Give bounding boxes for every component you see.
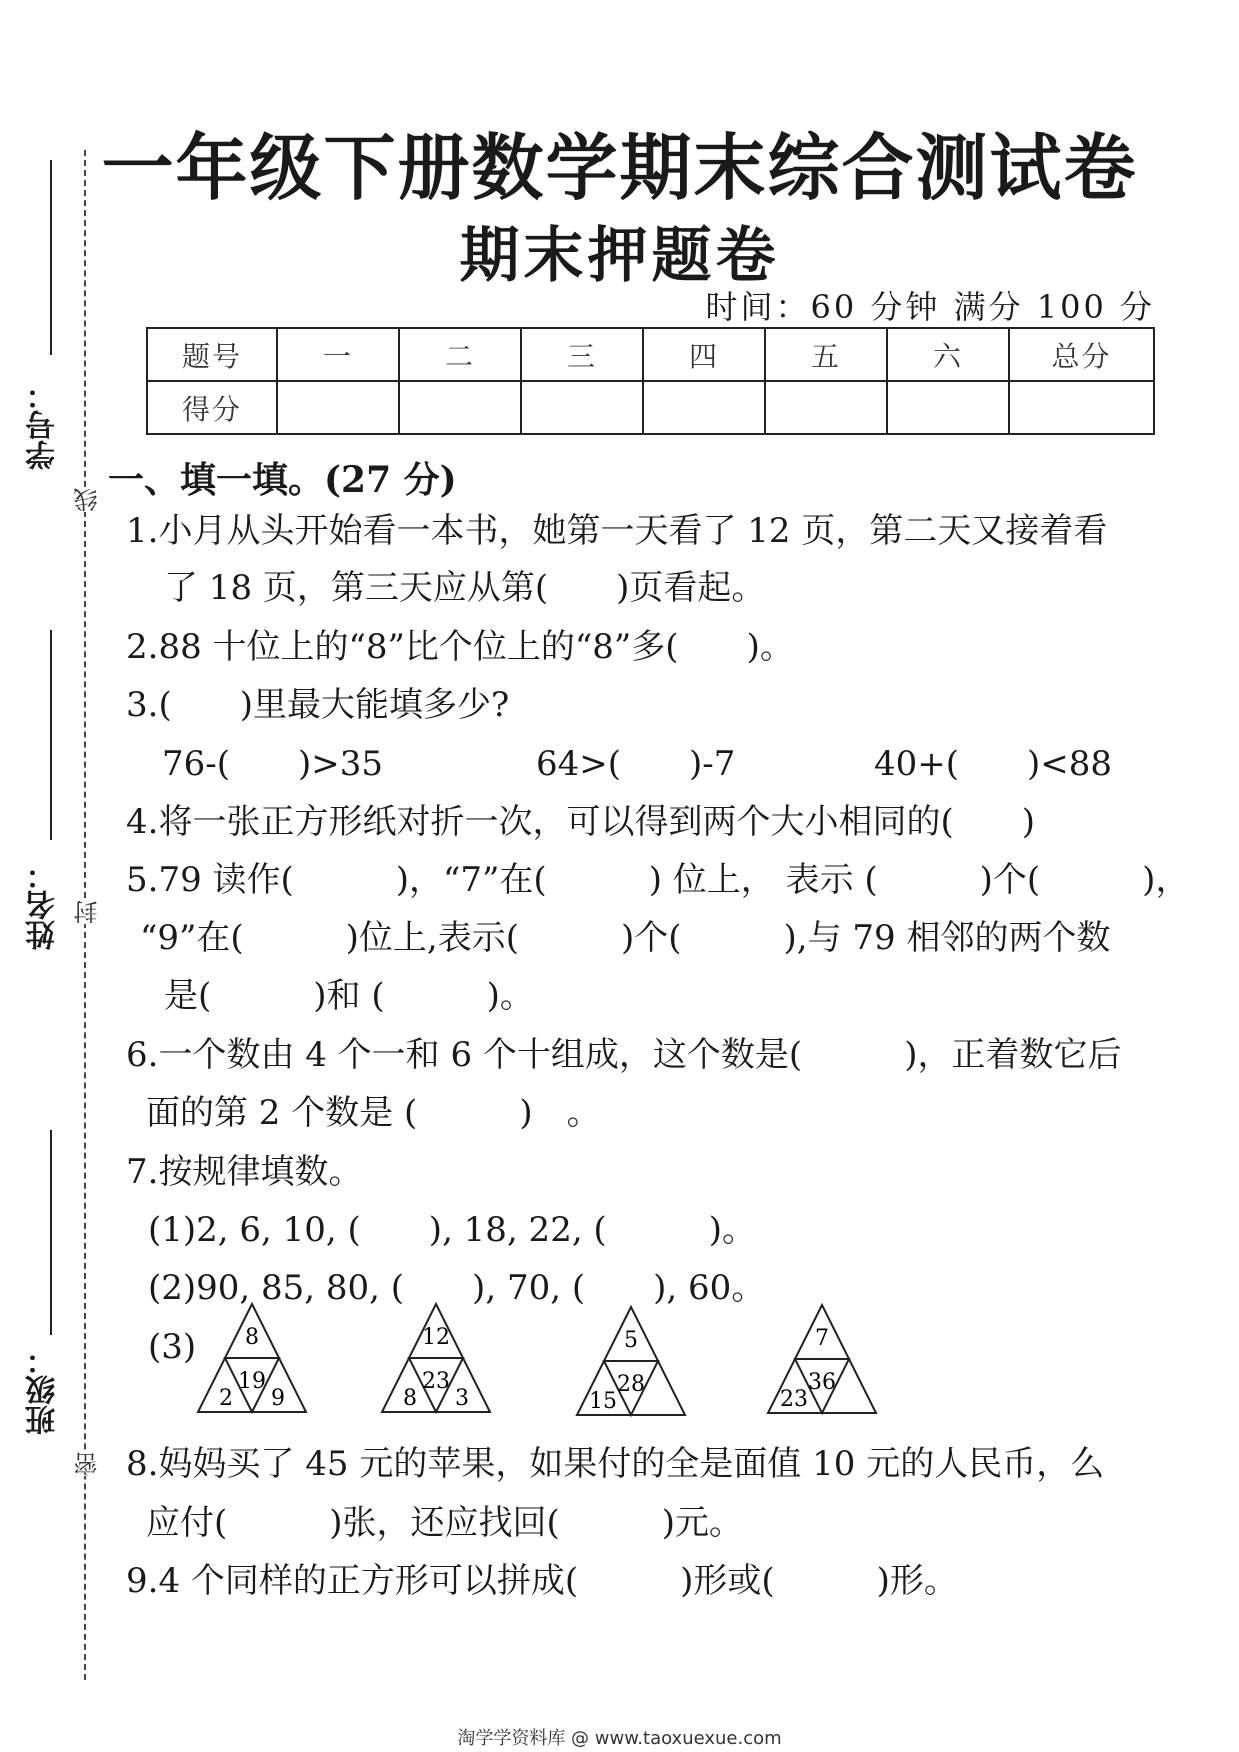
triangle-1-top: 8 bbox=[245, 1325, 259, 1350]
footer-watermark: 淘学学资料库 @ www.taoxuexue.com bbox=[457, 1728, 782, 1749]
question-7-part-3-label: (3) bbox=[148, 1327, 197, 1367]
name-label: 姓名： bbox=[26, 860, 61, 950]
question-3-expr-b: 64>( )-7 bbox=[536, 744, 736, 784]
question-5-line-1: 5.79 读作( )，“7”在( ) 位上， 表示 ( )个( )， bbox=[126, 860, 1190, 900]
header-cell-question-no: 题号 bbox=[147, 328, 277, 381]
number-triangle-1 bbox=[196, 1302, 308, 1414]
header-cell-1: 一 bbox=[277, 328, 399, 381]
number-triangle-2 bbox=[380, 1302, 492, 1414]
question-5-line-3: 是( )和 ( )。 bbox=[164, 976, 534, 1016]
score-cell-2[interactable] bbox=[399, 381, 521, 434]
score-cell-1[interactable] bbox=[277, 381, 399, 434]
secret-mark: 密 bbox=[70, 1452, 105, 1476]
question-9: 9.4 个同样的正方形可以拼成( )形或( )形。 bbox=[126, 1561, 958, 1601]
binding-line-bottom bbox=[50, 1130, 52, 1335]
question-6-line-2: 面的第 2 个数是 ( ) 。 bbox=[146, 1093, 601, 1133]
header-cell-6: 六 bbox=[887, 328, 1009, 381]
header-cell-5: 五 bbox=[765, 328, 887, 381]
question-5-line-2: “9”在( )位上,表示( )个( ),与 79 相邻的两个数 bbox=[140, 918, 1111, 958]
triangle-4-center: 36 bbox=[808, 1370, 836, 1395]
question-7-part-1: (1)2, 6, 10, ( ), 18, 22, ( )。 bbox=[148, 1210, 756, 1250]
question-4: 4.将一张正方形纸对折一次，可以得到两个大小相同的( ) bbox=[126, 802, 1035, 842]
page-subtitle: 期末押题卷 bbox=[459, 221, 780, 291]
section-1-heading: 一、填一填。(27 分) bbox=[108, 459, 457, 501]
number-triangle-3 bbox=[575, 1305, 687, 1417]
triangle-3-left: 15 bbox=[589, 1389, 617, 1414]
class-label: 班级： bbox=[26, 1345, 61, 1435]
score-cell-6[interactable] bbox=[887, 381, 1009, 434]
score-table-score-row bbox=[147, 381, 1154, 434]
triangle-2-right: 3 bbox=[455, 1386, 469, 1411]
question-3: 3.( )里最大能填多少? bbox=[126, 685, 510, 725]
triangle-4-left: 23 bbox=[780, 1387, 808, 1412]
triangle-1-left: 2 bbox=[219, 1386, 233, 1411]
question-7-part-2: (2)90, 85, 80, ( ), 70, ( ), 60。 bbox=[148, 1268, 766, 1308]
time-info: 时间：60 分钟 满分 100 分 bbox=[705, 288, 1155, 326]
triangle-4-top: 7 bbox=[815, 1326, 829, 1351]
score-table-header-row bbox=[147, 328, 1154, 381]
question-1-line-2: 了 18 页，第三天应从第( )页看起。 bbox=[164, 568, 766, 608]
triangle-3-center: 28 bbox=[617, 1372, 645, 1397]
question-3-expr-a: 76-( )>35 bbox=[162, 744, 384, 784]
score-cell-5[interactable] bbox=[765, 381, 887, 434]
page-title: 一年级下册数学期末综合测试卷 bbox=[101, 126, 1138, 210]
header-cell-2: 二 bbox=[399, 328, 521, 381]
triangle-2-left: 8 bbox=[403, 1386, 417, 1411]
triangle-2-top: 12 bbox=[422, 1325, 450, 1350]
question-6-line-1: 6.一个数由 4 个一和 6 个十组成，这个数是( )，正着数它后 bbox=[126, 1035, 1122, 1075]
question-2: 2.88 十位上的“8”比个位上的“8”多( )。 bbox=[126, 627, 794, 667]
header-cell-4: 四 bbox=[643, 328, 765, 381]
question-3-expr-c: 40+( )<88 bbox=[874, 744, 1113, 784]
triangle-1-center: 19 bbox=[238, 1369, 266, 1394]
triangle-3-top: 5 bbox=[624, 1328, 638, 1353]
line-mark: 线 bbox=[70, 488, 105, 512]
score-cell-total[interactable] bbox=[1009, 381, 1154, 434]
score-table bbox=[146, 327, 1155, 435]
score-cell-4[interactable] bbox=[643, 381, 765, 434]
triangle-2-center: 23 bbox=[422, 1369, 450, 1394]
binding-line-middle bbox=[50, 630, 52, 840]
number-triangle-4 bbox=[766, 1303, 878, 1415]
student-id-label: 学号： bbox=[26, 380, 61, 470]
score-cell-3[interactable] bbox=[521, 381, 643, 434]
score-row-label: 得分 bbox=[147, 381, 277, 434]
triangle-1-right: 9 bbox=[271, 1386, 285, 1411]
seal-mark: 封 bbox=[70, 900, 105, 924]
header-cell-total: 总分 bbox=[1009, 328, 1154, 381]
header-cell-3: 三 bbox=[521, 328, 643, 381]
question-8-line-1: 8.妈妈买了 45 元的苹果，如果付的全是面值 10 元的人民币，么 bbox=[126, 1444, 1105, 1484]
question-8-line-2: 应付( )张，还应找回( )元。 bbox=[146, 1503, 744, 1543]
question-1-line-1: 1.小月从头开始看一本书，她第一天看了 12 页，第二天又接着看 bbox=[126, 511, 1108, 551]
question-7: 7.按规律填数。 bbox=[126, 1152, 363, 1192]
